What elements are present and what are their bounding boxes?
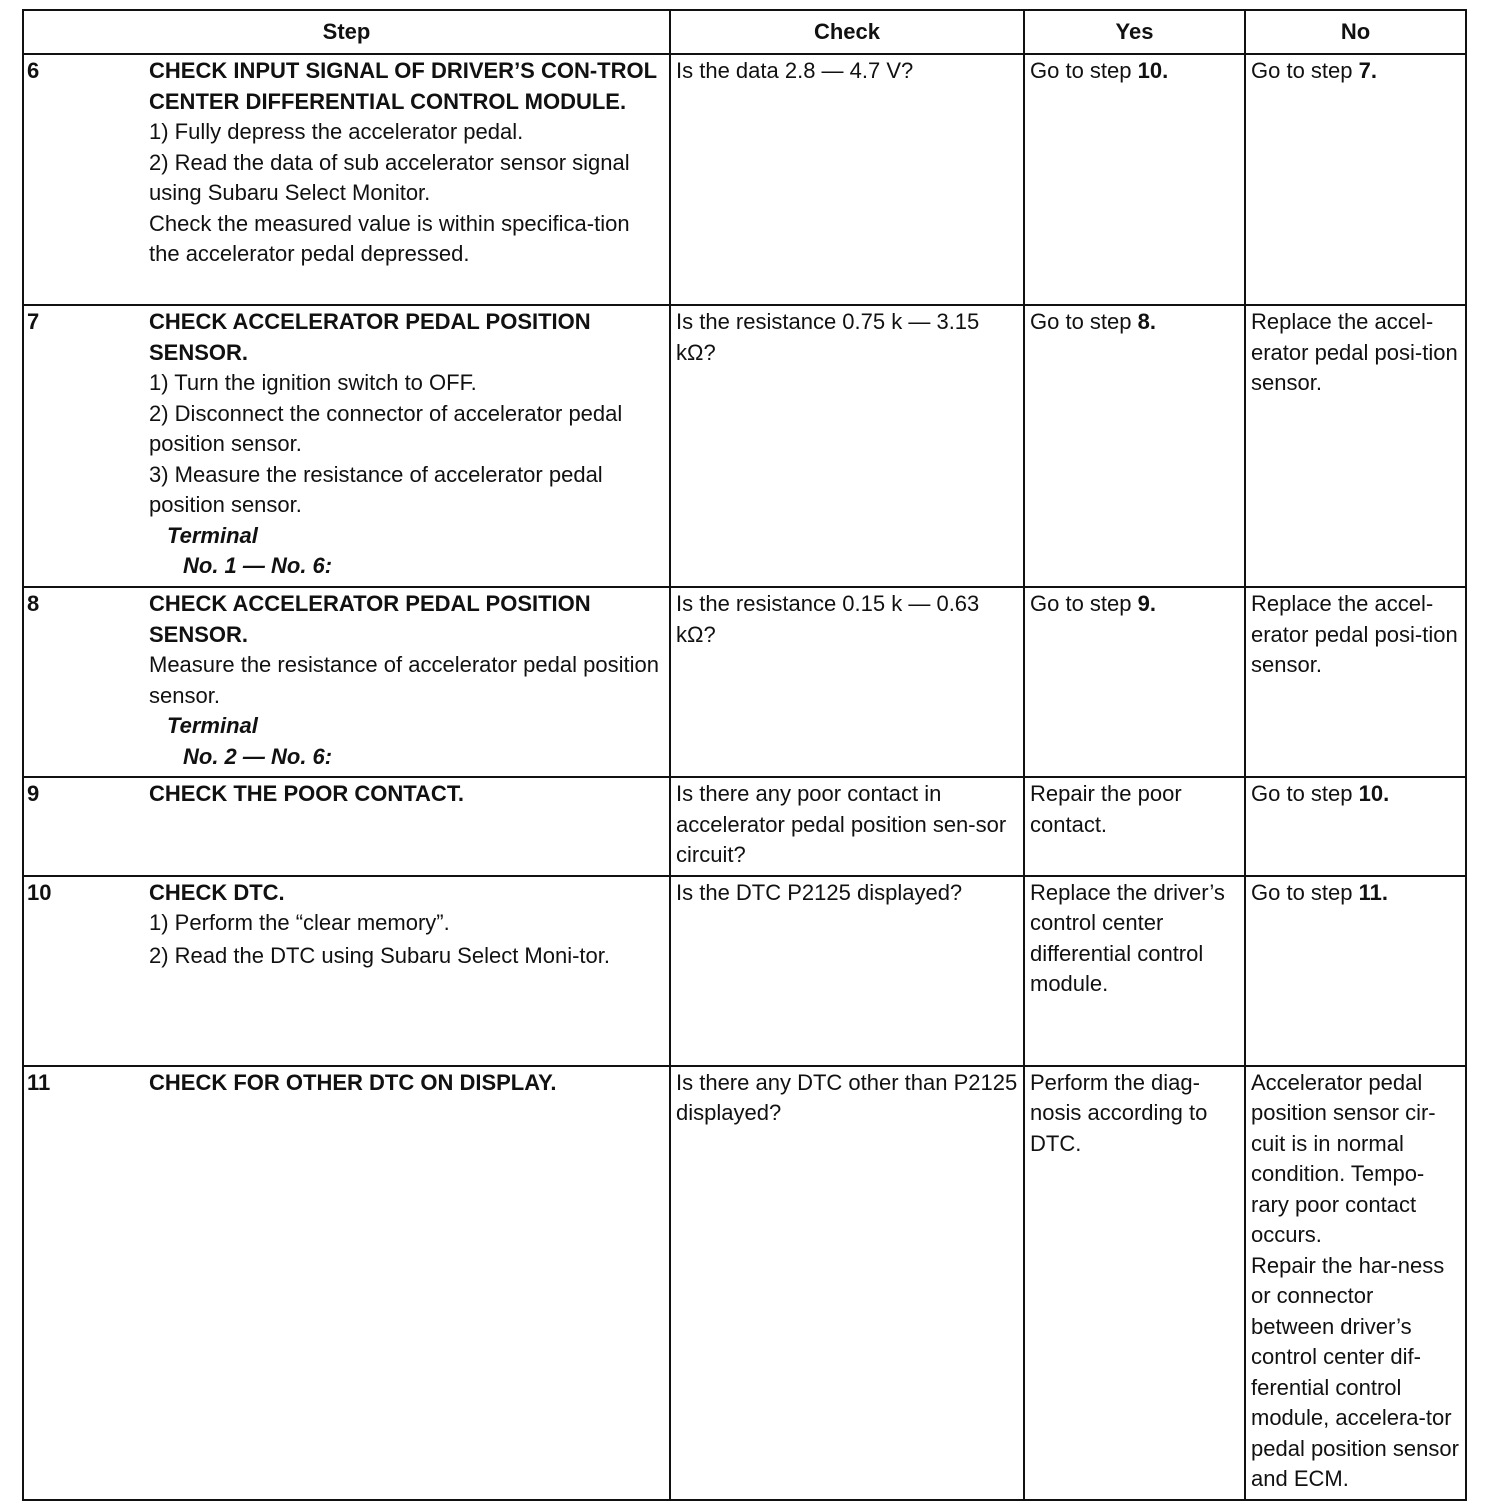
step-instruction: 1) Perform the “clear memory”. [149,910,450,935]
header-row [23,10,1466,54]
yes-text: Go to step [1030,309,1138,334]
step-instruction: Check the measured value is within specifica-tion the accelerator pedal depressed. [149,210,630,266]
check-cell: Is the resistance 0.15 k — 0.63 kΩ? [670,587,1024,777]
yes-step-ref: 8. [1137,309,1156,334]
step-cell [23,876,670,1066]
step-number: 6 [27,58,40,83]
no-step-ref: 7. [1358,58,1377,83]
step-number: 10 [27,879,52,905]
step-title: CHECK DTC. [149,879,285,905]
no-cell [1245,587,1466,777]
header-step: Step [23,10,670,54]
header-yes: Yes [1024,10,1245,54]
no-cell [1245,1066,1466,1500]
no-cell [1245,305,1466,587]
step-title: CHECK INPUT SIGNAL OF DRIVER’S CON-TROL CENTER DIFFERENTIAL CONTROL MODULE. [149,58,657,114]
yes-cell [1024,876,1245,1066]
yes-step-ref: 10. [1137,58,1169,83]
no-cell [1245,777,1466,876]
step-number: 11 [27,1069,51,1095]
yes-cell [1024,305,1245,587]
yes-text: Go to step [1030,591,1138,616]
step-instruction: 1) Fully depress the accelerator pedal. [149,119,524,144]
table-row [23,54,1466,305]
check-cell: Is the DTC P2125 displayed? [670,876,1024,1066]
step-instruction: 1) Turn the ignition switch to OFF. [149,370,477,395]
yes-cell [1024,1066,1245,1500]
step-title: CHECK ACCELERATOR PEDAL POSITION SENSOR. [149,591,591,647]
no-text: Go to step [1251,879,1359,905]
terminal-value: No. 1 — No. 6: [183,553,333,578]
no-step-ref: 10. [1358,781,1390,806]
no-text: Replace the accel-erator pedal posi-tion sensor. [1251,309,1458,395]
step-title: CHECK THE POOR CONTACT. [149,781,464,806]
step-instruction: 2) Read the DTC using Subaru Select Moni-tor. [149,942,611,968]
step-cell [23,1066,670,1500]
step-number: 8 [27,591,40,616]
no-text-extra: Repair the har-ness or connector between driver’s control center dif-ferential control module, accelera-tor pedal position sensor and ECM. [1251,1252,1459,1491]
yes-text: Go to step [1030,58,1138,83]
terminal-label: Terminal [167,522,258,548]
table-row [23,587,1466,777]
step-cell [23,587,670,777]
step-number: 7 [27,309,40,334]
step-title: CHECK FOR OTHER DTC ON DISPLAY. [149,1069,557,1095]
table-row [23,777,1466,876]
yes-step-ref: 9. [1137,591,1156,616]
header-no: No [1245,10,1466,54]
table-row [23,305,1466,587]
yes-cell [1024,777,1245,876]
check-cell: Is there any poor contact in accelerator pedal position sen-sor circuit? [670,777,1024,876]
yes-cell [1024,587,1245,777]
check-cell: Is the data 2.8 — 4.7 V? [670,54,1024,305]
step-title: CHECK ACCELERATOR PEDAL POSITION SENSOR. [149,309,591,365]
step-instruction: 2) Disconnect the connector of accelerator pedal position sensor. [149,400,623,456]
header-check: Check [670,10,1024,54]
check-cell: Is there any DTC other than P2125 displayed? [670,1066,1024,1500]
yes-text: Replace the driver’s control center differential control module. [1030,879,1225,996]
no-text: Go to step [1251,781,1359,806]
yes-text: Perform the diag-nosis according to DTC. [1030,1069,1208,1156]
yes-cell [1024,54,1245,305]
diagnostic-table [22,9,1467,1501]
step-instruction: Measure the resistance of accelerator pedal position sensor. [149,652,659,708]
step-instruction: 2) Read the data of sub accelerator sensor signal using Subaru Select Monitor. [149,149,630,205]
no-step-ref: 11. [1358,879,1388,905]
step-number: 9 [27,781,40,806]
check-cell: Is the resistance 0.75 k — 3.15 kΩ? [670,305,1024,587]
table-row [23,1066,1466,1500]
no-text: Accelerator pedal position sensor cir-cuit is in normal condition. Tempo-rary poor contact occurs. [1251,1069,1436,1247]
terminal-value: No. 2 — No. 6: [183,743,333,769]
no-cell [1245,876,1466,1066]
step-cell [23,54,670,305]
no-text: Go to step [1251,58,1359,83]
no-cell [1245,54,1466,305]
table-row [23,876,1466,1066]
step-cell [23,777,670,876]
no-text: Replace the accel-erator pedal posi-tion sensor. [1251,591,1458,677]
terminal-label: Terminal [167,713,258,738]
step-instruction: 3) Measure the resistance of accelerator pedal position sensor. [149,461,603,517]
yes-text: Repair the poor contact. [1030,781,1182,837]
step-cell [23,305,670,587]
